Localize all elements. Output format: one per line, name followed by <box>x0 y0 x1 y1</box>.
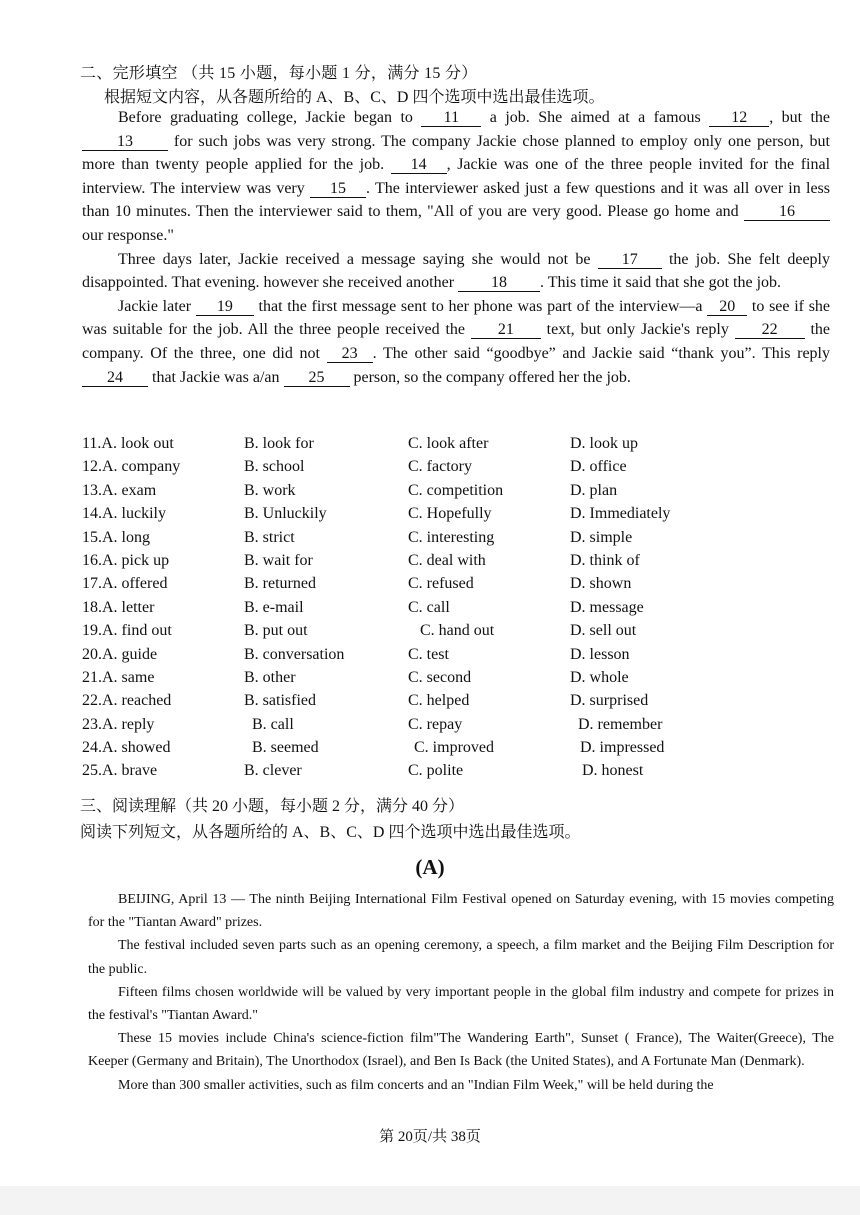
blank-15: 15 <box>310 180 366 198</box>
option-c: C. call <box>408 598 450 616</box>
blank-22: 22 <box>735 321 805 339</box>
blank-14: 14 <box>391 156 447 174</box>
option-d: D. sell out <box>570 622 637 640</box>
option-row-14 <box>82 505 822 528</box>
option-c: C. second <box>408 668 472 686</box>
blank-25: 25 <box>284 369 350 387</box>
text-segment: to see if she was suitable for the job. All the three people received the <box>82 297 831 339</box>
option-c: C. hand out <box>420 622 495 640</box>
blank-20: 20 <box>707 298 747 316</box>
blank-24: 24 <box>82 369 148 387</box>
option-a: 21.A. same <box>82 668 155 686</box>
option-d: D. shown <box>570 575 632 593</box>
option-b: B. call <box>252 715 294 733</box>
passage-paragraph: Fifteen films chosen worldwide will be valued by very important people in the global film industry and compete for prizes in the festival's "Tiantan Award." <box>88 984 834 1024</box>
option-row-24 <box>82 739 822 762</box>
section2-title: 二、完形填空 （共 15 小题，每小题 1 分，满分 15 分） <box>80 65 478 82</box>
option-a: 23.A. reply <box>82 715 155 733</box>
option-row-12 <box>82 458 822 481</box>
text-segment: Before graduating college, Jackie began to <box>118 109 413 126</box>
part-a-label: (A) <box>415 855 445 879</box>
text-segment: Three days later, Jackie received a message saying she would not be <box>118 250 591 268</box>
text-segment: a job. She aimed at a famous <box>489 109 701 126</box>
text-segment: . The other said “goodbye” and Jackie said “thank you”. This reply <box>372 344 830 362</box>
text-segment: that the first message sent to her phone was part of the interview—a <box>258 297 703 315</box>
option-d: D. office <box>570 458 627 476</box>
page-number: 第 20页/共 38页 <box>379 1129 481 1145</box>
text-segment: Jackie later <box>118 297 192 315</box>
option-b: B. Unluckily <box>244 505 327 523</box>
option-a: 16.A. pick up <box>82 551 170 569</box>
option-a: 20.A. guide <box>82 645 158 663</box>
option-a: 18.A. letter <box>82 598 155 616</box>
option-d: D. think of <box>570 551 640 569</box>
cloze-paragraph-2 <box>82 248 830 295</box>
option-a: 14.A. luckily <box>82 505 166 523</box>
option-d: D. remember <box>578 715 663 733</box>
option-b: B. e-mail <box>244 598 304 616</box>
blank-21: 21 <box>471 321 541 339</box>
passage-paragraph: BEIJING, April 13 — The ninth Beijing International Film Festival opened on Saturday evening, with 15 movies competing for the "Tiantan Award" prizes. <box>88 892 834 931</box>
option-d: D. look up <box>570 435 638 452</box>
option-d: D. Immediately <box>570 505 671 523</box>
option-a: 22.A. reached <box>82 692 172 710</box>
text-segment: , but the <box>769 109 831 126</box>
blank-16: 16 <box>744 203 830 221</box>
blank-19: 19 <box>196 298 254 316</box>
option-b: B. work <box>244 481 296 499</box>
option-a: 25.A. brave <box>82 762 158 780</box>
option-d: D. simple <box>570 528 633 546</box>
blank-12: 12 <box>709 109 769 127</box>
blank-18: 18 <box>458 274 540 292</box>
option-c: C. test <box>408 645 449 663</box>
blank-23: 23 <box>327 345 373 363</box>
blank-17: 17 <box>598 251 662 269</box>
option-a: 12.A. company <box>82 458 181 476</box>
passage-paragraph: More than 300 smaller activities, such as film concerts and an "Indian Film Week," will be held during the <box>118 1077 714 1093</box>
option-b: B. put out <box>244 622 308 640</box>
option-row-25 <box>82 762 822 785</box>
option-a: 13.A. exam <box>82 481 157 499</box>
passage-paragraph: The festival included seven parts such as an opening ceremony, a speech, a film market and the Beijing Film Description for the public. <box>88 938 834 977</box>
option-a: 24.A. showed <box>82 739 171 757</box>
option-row-21 <box>82 669 822 692</box>
option-row-11 <box>82 435 822 458</box>
option-a: 19.A. find out <box>82 622 172 640</box>
option-d: D. lesson <box>570 645 630 663</box>
option-row-16 <box>82 552 822 575</box>
option-b: B. returned <box>244 575 316 593</box>
section3-instruction: 阅读下列短文，从各题所给的 A、B、C、D 四个选项中选出最佳选项。 <box>80 824 581 841</box>
option-row-23 <box>82 716 822 739</box>
reading-passage-a <box>88 888 834 1097</box>
option-d: D. surprised <box>570 692 649 710</box>
text-segment: the company. Of the three, one did not <box>82 321 831 362</box>
option-c: C. competition <box>408 481 504 499</box>
option-row-22 <box>82 692 822 715</box>
section3-title: 三、阅读理解（共 20 小题，每小题 2 分，满分 40 分） <box>80 798 465 815</box>
text-segment: our response." <box>82 226 174 244</box>
text-segment: . This time it said that she got the job. <box>540 274 782 292</box>
option-row-18 <box>82 599 822 622</box>
option-b: B. other <box>244 668 296 686</box>
option-c: C. improved <box>414 739 494 757</box>
section2-instruction: 根据短文内容，从各题所给的 A、B、C、D 四个选项中选出最佳选项。 <box>104 89 605 106</box>
option-b: B. look for <box>244 435 314 452</box>
option-d: D. honest <box>582 762 644 780</box>
text-segment: the job. She felt deeply disappointed. That evening. however she received another <box>82 250 830 292</box>
blank-13: 13 <box>82 133 168 151</box>
text-segment: person, so the company offered her the job. <box>353 368 631 386</box>
option-row-15 <box>82 529 822 552</box>
option-c: C. polite <box>408 762 464 780</box>
option-b: B. school <box>244 458 305 476</box>
option-row-20 <box>82 646 822 669</box>
text-segment: text, but only Jackie's reply <box>546 321 729 339</box>
text-segment: that Jackie was a/an <box>152 368 280 386</box>
option-b: B. wait for <box>244 551 313 569</box>
option-c: C. repay <box>408 715 463 733</box>
option-row-19 <box>82 622 822 645</box>
passage-paragraph: These 15 movies include China's science-fiction film"The Wandering Earth", Sunset ( France), The Waiter(Greece), The Keeper (Germany and Britain), The Unorthodox (Israel), and Ben Is Back (the United States), and A Fortunate Man (Denmark). <box>88 1031 834 1070</box>
cloze-paragraph-1 <box>82 106 830 248</box>
cloze-paragraph-3 <box>82 295 830 389</box>
option-b: B. strict <box>244 528 295 546</box>
option-row-17 <box>82 575 822 598</box>
text-segment: , Jackie was one of the three people invited for the final interview. The interview was very <box>82 156 831 197</box>
option-b: B. seemed <box>252 739 319 757</box>
option-c: C. factory <box>408 458 472 476</box>
option-b: B. clever <box>244 762 302 780</box>
text-segment: for such jobs was very strong. The company Jackie chose planned to employ only one person, but more than twenty people applied for the job. <box>82 132 831 174</box>
text-segment: . The interviewer asked just a few questions and it was all over in less than 10 minutes. Then the interviewer said to them, "All of you are very good. Please go home and <box>82 179 830 221</box>
blank-11: 11 <box>421 109 481 127</box>
option-c: C. Hopefully <box>408 505 492 523</box>
option-c: C. refused <box>408 575 474 593</box>
option-row-13 <box>82 482 822 505</box>
option-c: C. deal with <box>408 551 486 569</box>
option-d: D. whole <box>570 668 629 686</box>
cloze-passage <box>82 106 830 389</box>
option-d: D. plan <box>570 481 618 499</box>
option-c: C. look after <box>408 435 489 452</box>
option-b: B. satisfied <box>244 692 316 710</box>
option-c: C. interesting <box>408 528 495 546</box>
option-d: D. message <box>570 598 644 616</box>
option-a: 15.A. long <box>82 528 150 546</box>
option-a: 11.A. look out <box>82 435 174 452</box>
cloze-options <box>82 435 822 786</box>
option-a: 17.A. offered <box>82 575 168 593</box>
option-d: D. impressed <box>580 739 665 757</box>
option-b: B. conversation <box>244 645 345 663</box>
bottom-bar <box>0 1186 860 1215</box>
option-c: C. helped <box>408 692 470 710</box>
